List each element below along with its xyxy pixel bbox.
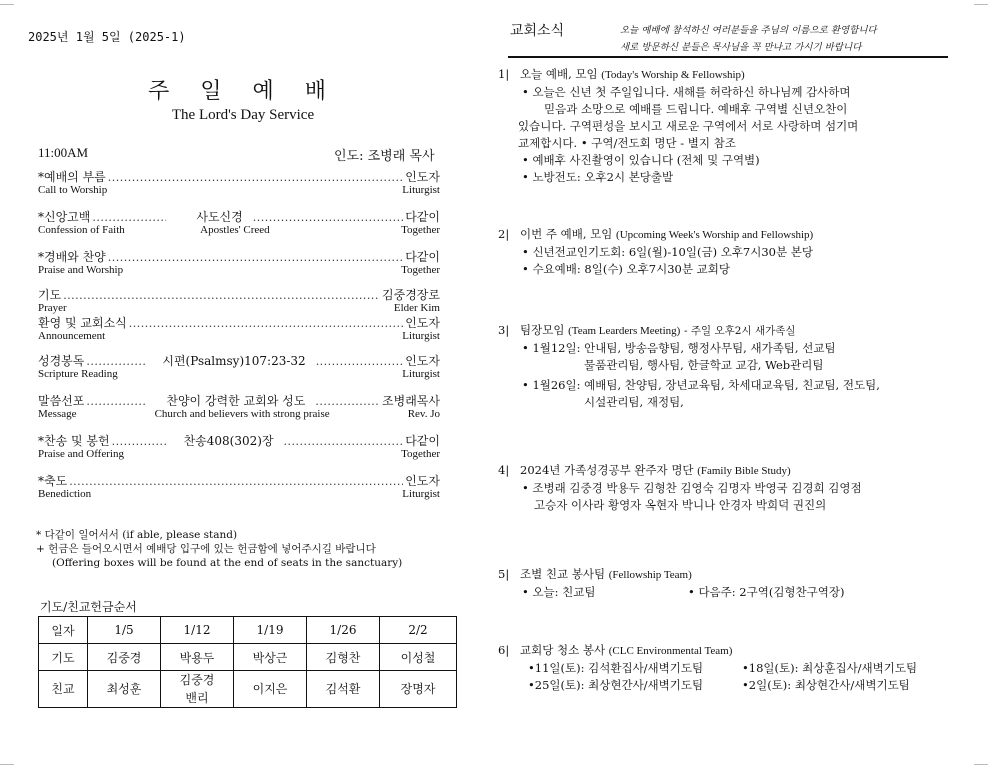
leader-dots	[316, 355, 404, 368]
table-cell: 친교	[39, 671, 88, 708]
order-item-ko: 환영 및 교회소식	[38, 316, 127, 330]
rotation-table	[38, 616, 457, 708]
table-cell: 장명자	[380, 671, 457, 708]
order-item-en: Announcement	[38, 330, 106, 342]
table-cell: 김중경	[88, 644, 161, 671]
table-row	[39, 644, 457, 671]
news-item: • 예배후 사진촬영이 있습니다 (전체 및 구역별)	[522, 153, 760, 167]
order-item-detail: 찬양이 강력한 교회와 성도	[166, 394, 306, 408]
order-item	[38, 392, 440, 422]
section-number: 1|	[498, 67, 510, 81]
order-item	[38, 472, 440, 502]
section-heading: 오늘 예배, 모임	[520, 67, 598, 81]
leader-dots	[129, 317, 403, 330]
table-cell: 최성훈	[88, 671, 161, 708]
leader-dots	[112, 435, 168, 448]
news-item: • 신년전교인기도회: 6일(월)-10일(금) 오후7시30분 본당	[522, 245, 813, 259]
table-header-cell: 1/12	[161, 617, 234, 644]
order-item	[38, 352, 440, 382]
leader-dots	[284, 435, 404, 448]
order-item-ko: *예배의 부름	[38, 170, 106, 184]
news-section-cleaning	[498, 642, 958, 694]
leader-dots	[86, 395, 146, 408]
order-item-role: Together	[401, 448, 440, 460]
table-header-cell: 1/5	[88, 617, 161, 644]
leader-dots	[69, 475, 403, 488]
order-item-role: Elder Kim	[393, 302, 440, 314]
welcome-line: 새로 방문하신 분들은 목사님을 꼭 만나고 가시기 바랍니다	[620, 42, 862, 53]
news-item: •25일(토): 최상현간사/새벽기도팀	[528, 678, 704, 692]
section-heading-tail: - 주일 오후2시 새가족실	[683, 325, 796, 337]
order-item-ko: 기도	[38, 288, 62, 302]
welcome-line: 오늘 예배에 참석하신 여러분들을 주님의 이름으로 환영합니다	[620, 25, 877, 36]
order-item-ko: *경배와 찬양	[38, 250, 106, 264]
order-item	[38, 248, 440, 278]
order-item-en: Scripture Reading	[38, 368, 118, 380]
news-section-fellowship	[498, 566, 958, 601]
news-item-cont: 있습니다. 구역편성을 보시고 새로운 구역에서 서로 사랑하며 섬기며	[518, 119, 859, 133]
order-item-role: Liturgist	[402, 330, 440, 342]
table-cell: 김석환	[307, 671, 380, 708]
order-item-who: 인도자	[405, 354, 440, 368]
crop-mark	[0, 4, 14, 19]
offering-note: + 헌금은 들어오시면서 예배당 입구에 있는 헌금함에 넣어주시길 바랍니다	[36, 543, 376, 555]
news-item: • 다음주: 2구역(김형찬구역장)	[688, 585, 845, 599]
table-cell: 김형찬	[307, 644, 380, 671]
order-item-role: Together	[401, 224, 440, 236]
section-heading-en: (Today's Worship & Fellowship)	[601, 69, 745, 81]
section-number: 3|	[498, 323, 510, 337]
leader-dots	[86, 355, 146, 368]
news-item: • 조병래 김중경 박용두 김형찬 김영숙 김명자 박영국 김경희 김영점	[522, 481, 862, 495]
table-cell: 박상근	[234, 644, 307, 671]
service-title-ko: 주 일 예 배	[148, 79, 338, 104]
order-item-en: Call to Worship	[38, 184, 108, 196]
order-item-detail-en: Church and believers with strong praise	[154, 408, 330, 420]
order-item-detail: 사도신경	[196, 210, 243, 224]
table-row	[39, 617, 457, 644]
order-item	[38, 168, 440, 198]
news-item-cont: 물품관리팀, 행사팀, 한글학교 교감, Web관리팀	[584, 358, 824, 372]
table-cell: 기도	[39, 644, 88, 671]
section-number: 2|	[498, 227, 510, 241]
order-item-role: Together	[401, 264, 440, 276]
section-heading-en: (Upcoming Week's Worship and Fellowship)	[616, 229, 814, 241]
section-number: 4|	[498, 463, 510, 477]
section-heading-en: (Family Bible Study)	[697, 465, 791, 477]
news-item: • 수요예배: 8일(수) 오후7시30분 교회당	[522, 262, 730, 276]
order-item-ko: *찬송 및 봉헌	[38, 434, 110, 448]
news-item: • 1월26일: 예배팀, 찬양팀, 장년교육팀, 차세대교육팀, 친교팀, 전도팀,	[522, 378, 880, 392]
service-time: 11:00AM	[38, 145, 89, 160]
section-heading-en: (Team Learders Meeting)	[568, 325, 681, 337]
order-item-who: 인도자	[405, 170, 440, 184]
leader-dots	[108, 171, 403, 184]
section-heading: 2024년 가족성경공부 완주자 명단	[520, 463, 694, 477]
news-section-today	[498, 66, 958, 186]
offering-note-en: (Offering boxes will be found at the end of seats in the sanctuary)	[52, 557, 403, 569]
news-section-bible-study	[498, 462, 958, 514]
table-cell: 박용두	[161, 644, 234, 671]
worship-notes	[36, 528, 402, 570]
order-item-ko: 성경봉독	[38, 354, 85, 368]
order-item-who: 다같이	[405, 434, 440, 448]
order-item-en: Praise and Offering	[38, 448, 124, 460]
table-row	[39, 671, 457, 708]
welcome-message	[620, 22, 877, 56]
order-item-who: 다같이	[405, 210, 440, 224]
order-item-role: Liturgist	[402, 184, 440, 196]
stand-note: * 다같이 일어서서 (if able, please stand)	[36, 529, 238, 541]
order-item	[38, 432, 440, 462]
order-item-who: 인도자	[405, 474, 440, 488]
section-heading: 교회당 청소 봉사	[520, 643, 606, 657]
news-item: • 1월12일: 안내팀, 방송음향팀, 행정사무팀, 새가족팀, 선교팀	[522, 341, 836, 355]
order-item-detail: 시편(Psalmsy)107:23-32	[162, 354, 306, 368]
order-item-ko: *축도	[38, 474, 68, 488]
news-item: • 노방전도: 오후2시 본당출발	[522, 170, 674, 184]
news-item-cont: 고승자 이사라 황영자 옥현자 박니나 안경자 박희덕 권진의	[534, 498, 827, 512]
order-item-who: 다같이	[405, 250, 440, 264]
order-item-ko: *신앙고백	[38, 210, 91, 224]
table-cell: 김중경 밴리	[161, 671, 234, 708]
order-item	[38, 286, 440, 316]
table-header-cell: 1/19	[234, 617, 307, 644]
news-section-upcoming	[498, 226, 958, 278]
service-title-en: The Lord's Day Service	[171, 107, 315, 123]
table-header-cell: 2/2	[380, 617, 457, 644]
section-heading-en: (CLC Environmental Team)	[608, 645, 733, 657]
crop-mark	[974, 4, 988, 19]
service-leader: 인도: 조병래 목사	[334, 149, 435, 164]
news-item: •11일(토): 김석환집사/새벽기도팀	[528, 661, 704, 675]
order-item-who: 인도자	[405, 316, 440, 330]
order-item-en: Message	[38, 408, 77, 420]
table-header-cell: 일자	[39, 617, 88, 644]
order-item-who: 조병래목사	[382, 394, 440, 408]
news-item: •2일(토): 최상현간사/새벽기도팀	[742, 678, 910, 692]
order-item-role: Rev. Jo	[407, 408, 440, 420]
news-item: • 오늘: 친교팀	[522, 585, 596, 599]
heading-rule	[508, 56, 948, 58]
news-section-leaders	[498, 322, 958, 411]
section-number: 6|	[498, 643, 510, 657]
leader-dots	[253, 211, 403, 224]
leader-dots	[92, 211, 166, 224]
section-number: 5|	[498, 567, 510, 581]
order-item-who: 김중경장로	[382, 288, 440, 302]
order-item-en: Prayer	[38, 302, 67, 314]
table-cell: 이성철	[380, 644, 457, 671]
news-heading: 교회소식	[510, 23, 565, 39]
news-item-cont: 교제합시다. • 구역/전도회 명단 - 별지 참조	[518, 136, 736, 150]
order-item-detail: 찬송408(302)장	[183, 434, 274, 448]
section-heading: 이번 주 예배, 모임	[520, 227, 613, 241]
table-cell: 이지은	[234, 671, 307, 708]
news-item: • 오늘은 신년 첫 주일입니다. 새해를 허락하신 하나님께 감사하며	[522, 85, 851, 99]
leader-dots	[63, 289, 380, 302]
bulletin-date: 2025년 1월 5일 (2025-1)	[28, 30, 186, 44]
order-item	[38, 208, 440, 238]
section-heading: 팀장모임	[520, 323, 565, 337]
news-item-cont: 믿음과 소망으로 예배를 드립니다. 예배후 구역별 신년오찬이	[544, 102, 848, 116]
order-item-detail-en: Apostles' Creed	[200, 224, 270, 236]
section-heading-en: (Fellowship Team)	[608, 569, 692, 581]
order-item-role: Liturgist	[402, 488, 440, 500]
order-item-ko: 말씀선포	[38, 394, 85, 408]
order-item-en: Praise and Worship	[38, 264, 124, 276]
order-item	[38, 314, 440, 344]
rotation-table-title: 기도/친교헌금순서	[40, 598, 137, 617]
news-item: •18일(토): 최상훈집사/새벽기도팀	[742, 661, 918, 675]
crop-mark	[974, 750, 988, 765]
news-item-cont: 시설관리팀, 재정팀,	[584, 395, 684, 409]
crop-mark	[0, 750, 14, 765]
order-item-role: Liturgist	[402, 368, 440, 380]
leader-dots	[108, 251, 403, 264]
leader-dots	[315, 395, 380, 408]
order-item-en: Benediction	[38, 488, 92, 500]
order-item-en: Confession of Faith	[38, 224, 125, 236]
section-heading: 조별 친교 봉사팀	[520, 567, 606, 581]
table-header-cell: 1/26	[307, 617, 380, 644]
